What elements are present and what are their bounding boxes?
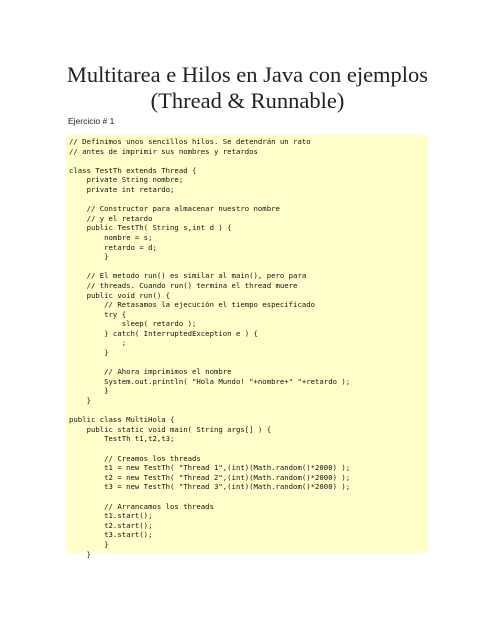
code-line [69, 406, 428, 416]
code-line: private String nombre; [69, 175, 184, 185]
code-line: retardo = d; [69, 242, 157, 252]
code-line: // Arrancamos los threads [69, 501, 214, 511]
title-line-1: Multitarea e Hilos en Java con ejemplos [66, 62, 429, 87]
code-line: t3 = new TestTh( "Thread 3",(int)(Math.random()*2000) ); [69, 482, 351, 492]
code-line: } [69, 386, 109, 396]
code-line [69, 492, 428, 502]
code-line [69, 195, 428, 205]
code-line [69, 444, 428, 454]
code-line: t2.start(); [69, 520, 153, 530]
code-line: try { [69, 309, 127, 319]
code-line: // y el retardo [69, 213, 153, 223]
code-line: // Creamos los threads [69, 453, 201, 463]
code-line: // Retasamos la ejecución el tiempo especificado [69, 300, 316, 310]
code-line: public void run() { [69, 290, 171, 300]
code-line: sleep( retardo ); [69, 319, 197, 329]
code-line: } [69, 396, 91, 406]
code-line: System.out.println( "Hola Mundo! "+nombre+" "+retardo ); [69, 376, 351, 386]
code-line: public static void main( String args[] ) { [69, 424, 272, 434]
code-line: } catch( InterruptedException e ) { [69, 328, 258, 338]
code-line: // threads. Cuando run() termina el thread muere [69, 280, 298, 290]
code-line: // antes de imprimir sus nombres y retardos [69, 146, 258, 156]
code-line [69, 262, 428, 272]
code-line: // Ahora imprimimos el nombre [69, 367, 232, 377]
document-title [40, 62, 455, 114]
code-line: t1 = new TestTh( "Thread 1",(int)(Math.random()*2000) ); [69, 463, 351, 473]
code-line: // Definimos unos sencillos hilos. Se detendrán un rato [69, 137, 311, 146]
code-line: private int retardo; [69, 184, 175, 194]
code-line [69, 156, 428, 166]
code-line: public TestTh( String s,int d ) { [69, 223, 232, 233]
code-line: t1.start(); [69, 511, 153, 521]
code-block [66, 135, 428, 559]
code-line: } [69, 539, 109, 549]
code-line: } [69, 549, 91, 559]
code-line: t3.start(); [69, 530, 153, 540]
code-line: t2 = new TestTh( "Thread 2",(int)(Math.random()*2000) ); [69, 472, 351, 482]
exercise-label: Ejercicio # 1 [68, 116, 115, 126]
code-line: TestTh t1,t2,t3; [69, 434, 175, 444]
code-listing [69, 137, 428, 559]
code-line: } [69, 252, 109, 262]
code-line [69, 358, 428, 368]
code-line: ; [69, 338, 127, 348]
code-line: // El metodo run() es similar al main(), pero para [69, 271, 307, 281]
code-line: nombre = s; [69, 232, 153, 242]
code-line: class TestTh extends Thread { [69, 165, 197, 175]
code-line: public class MultiHola { [69, 415, 175, 425]
title-line-2: (Thread & Runnable) [150, 88, 345, 113]
code-line: // Constructor para almacenar nuestro nombre [69, 204, 280, 214]
code-line: } [69, 348, 109, 358]
